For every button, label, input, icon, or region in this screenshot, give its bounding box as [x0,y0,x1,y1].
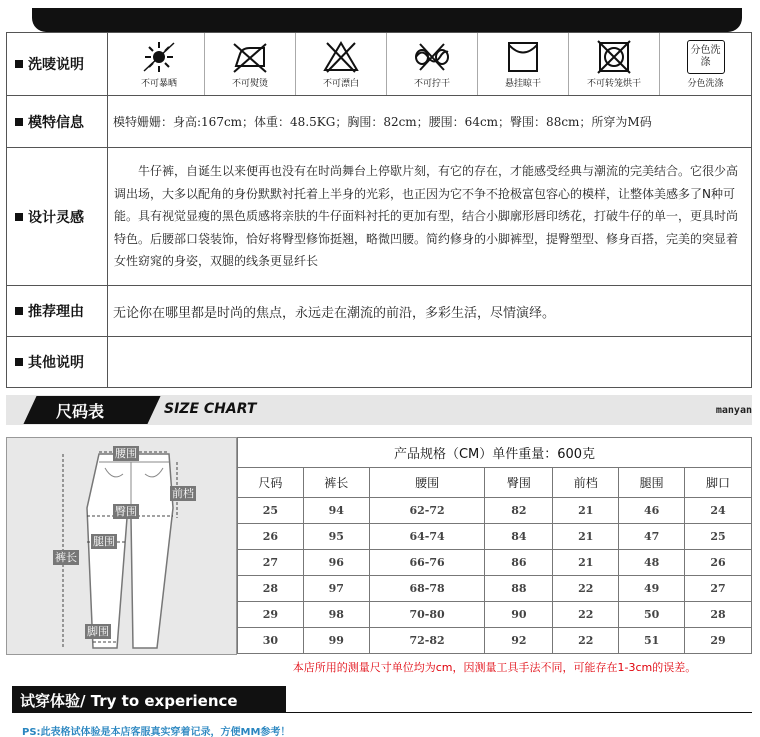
diagram-label-front-rise: 前档 [172,487,194,500]
table-row: 30 99 72-82 92 22 51 29 [238,628,752,654]
top-banner-bar [32,8,742,32]
pants-measurement-diagram [6,437,237,655]
size-chart-title-cn: 尺码表 [56,402,105,421]
design-label: 设计灵感 [7,148,108,286]
table-row: 25 94 62-72 82 21 46 24 [238,498,752,524]
other-label: 其他说明 [7,337,108,388]
care-row [7,33,752,96]
care-item-hang-dry: 悬挂晾干 [478,33,569,95]
brand-name: manyan [715,405,752,416]
hang-dry-icon [503,40,543,74]
col-hip: 臀围 [485,468,553,498]
care-icons [108,33,751,95]
other-row [7,337,752,388]
no-tumble-dry-icon [594,40,634,74]
table-row: 28 97 68-78 88 22 49 27 [238,576,752,602]
other-text [108,337,752,388]
col-thigh: 腿围 [619,468,685,498]
size-table [237,437,752,654]
col-hem: 脚口 [685,468,752,498]
model-info: 模特姗姗：身高:167cm；体重：48.5KG；胸围：82cm；腰围：64cm；臀围：88cm；所穿为M码 [108,96,752,148]
care-item-no-bleach: 不可漂白 [296,33,387,95]
care-item-no-iron: 不可熨烫 [205,33,296,95]
no-bleach-icon [321,40,361,74]
size-table-columns [238,468,752,498]
diagram-label-hem: 脚围 [87,625,109,638]
design-text: 牛仔裤，自诞生以来便再也没有在时尚舞台上停歇片刻，有它的存在，才能感受经典与潮流的完美结合。它很少高调出场，大多以配角的身份默默衬托着上半身的光彩，也正因为它不争不抢极富包容心的模样，让整体美感多了N种可能。具有视觉显瘦的黑色质感将亲肤的牛仔面料衬托的更加有型，结合小脚廓形唇印绣花，打破牛仔的单一，更具时尚特色。后腰部口袋装饰，恰好将臀型修饰挺翘，略微凹腰。简约修身的小脚裤型，提臀塑型、修身百搭，完美的突显着女性窈窕的身姿，双腿的线条更显纤长 [108,148,752,286]
try-experience-title: 试穿体验/ Try to experience [20,692,238,710]
col-size: 尺码 [238,468,304,498]
try-experience-banner [6,686,752,712]
size-chart-title-en: SIZE CHART [164,401,257,417]
diagram-label-hip: 臀围 [115,505,137,518]
table-row: 26 95 64-74 84 21 47 25 [238,524,752,550]
diagram-label-thigh: 腿围 [93,535,115,548]
diagram-label-waist: 腰围 [115,447,137,460]
reason-label: 推荐理由 [7,286,108,337]
wash-separately-icon: 分色洗涤 [687,40,725,74]
no-wring-icon [412,40,452,74]
try-experience-note: PS:此表格试体验是本店客服真实穿着记录，方便MM参考！ [22,727,291,737]
product-info-table [6,32,752,388]
model-label: 模特信息 [7,96,108,148]
reason-text: 无论你在哪里都是时尚的焦点，永远走在潮流的前沿，多彩生活，尽情演绎。 [108,286,752,337]
col-front-rise: 前档 [553,468,619,498]
measurement-note: 本店所用的测量尺寸单位均为cm，因测量工具手法不同，可能存在1-3cm的误差。 [292,661,697,674]
care-item-no-tumble-dry: 不可转笼烘干 [569,33,660,95]
care-item-no-wring: 不可拧干 [387,33,478,95]
table-row: 27 96 66-76 86 21 48 26 [238,550,752,576]
table-row: 29 98 70-80 90 22 50 28 [238,602,752,628]
col-length: 裤长 [303,468,369,498]
care-label: 洗唛说明 [7,33,108,96]
pants-outline-icon [7,438,238,656]
design-row [7,148,752,286]
diagram-label-length: 裤长 [55,551,77,564]
care-item-wash-separately: 分色洗涤 分色洗涤 [660,33,751,95]
reason-row [7,286,752,337]
size-chart-banner [6,395,752,425]
no-sun-icon [139,40,179,74]
size-table-header: 产品规格（CM）单件重量：600克 [238,438,752,468]
col-waist: 腰围 [369,468,485,498]
care-item-no-sun: 不可暴晒 [114,33,205,95]
no-iron-icon [230,40,270,74]
model-row [7,96,752,148]
